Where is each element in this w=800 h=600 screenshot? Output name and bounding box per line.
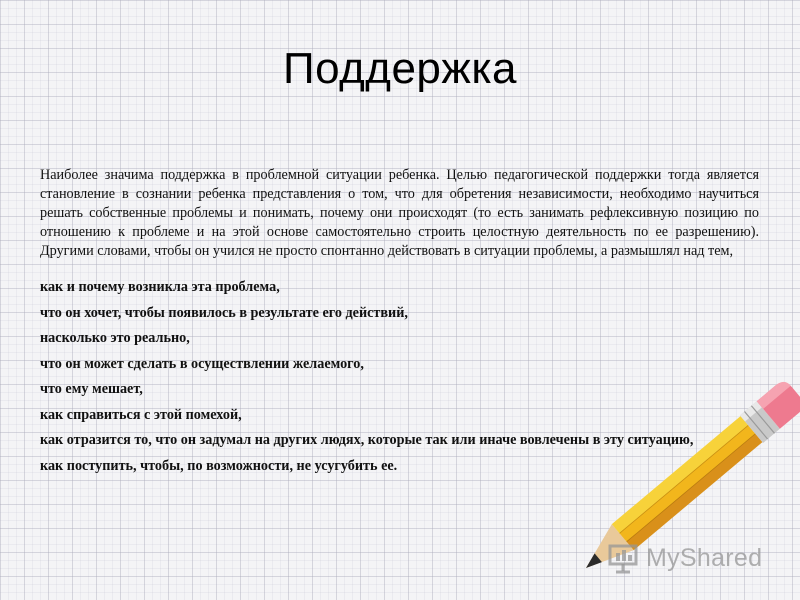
- list-item: как поступить, чтобы, по возможности, не усугубить ее.: [40, 457, 398, 474]
- watermark-text: MyShared: [646, 543, 763, 572]
- list-item: что он может сделать в осуществлении желаемого,: [40, 355, 364, 372]
- page-title: Поддержка: [282, 44, 518, 93]
- myshared-logo: [608, 540, 762, 576]
- list-item: как отразится то, что он задумал на других людях, которые так или иначе вовлечены в эту ситуацию,: [40, 432, 694, 448]
- list-item: что ему мешает,: [40, 381, 143, 397]
- intro-paragraph: Наиболее значима поддержка в проблемной ситуации ребенка. Целью педагогической поддержки тогда является становление в сознании ребенка представления о том, что для обретения независимости, необходимо научиться решать собственные проблемы и понимать, почему они происходят (то есть занимать рефлексивную позицию по отношению к проблеме и на этой основе самостоятельно строить целостную деятельность по ее разрешению). Другими словами, чтобы он учился не просто спонтанно действовать в ситуации проблемы, а размышлял над тем,: [40, 167, 759, 259]
- myshared-logo-icon: [608, 542, 642, 574]
- list-item: что он хочет, чтобы появилось в результате его действий,: [40, 304, 408, 321]
- list-item: как и почему возникла эта проблема,: [40, 279, 280, 295]
- list-item: насколько это реально,: [40, 330, 190, 346]
- list-item: как справиться с этой помехой,: [40, 406, 242, 423]
